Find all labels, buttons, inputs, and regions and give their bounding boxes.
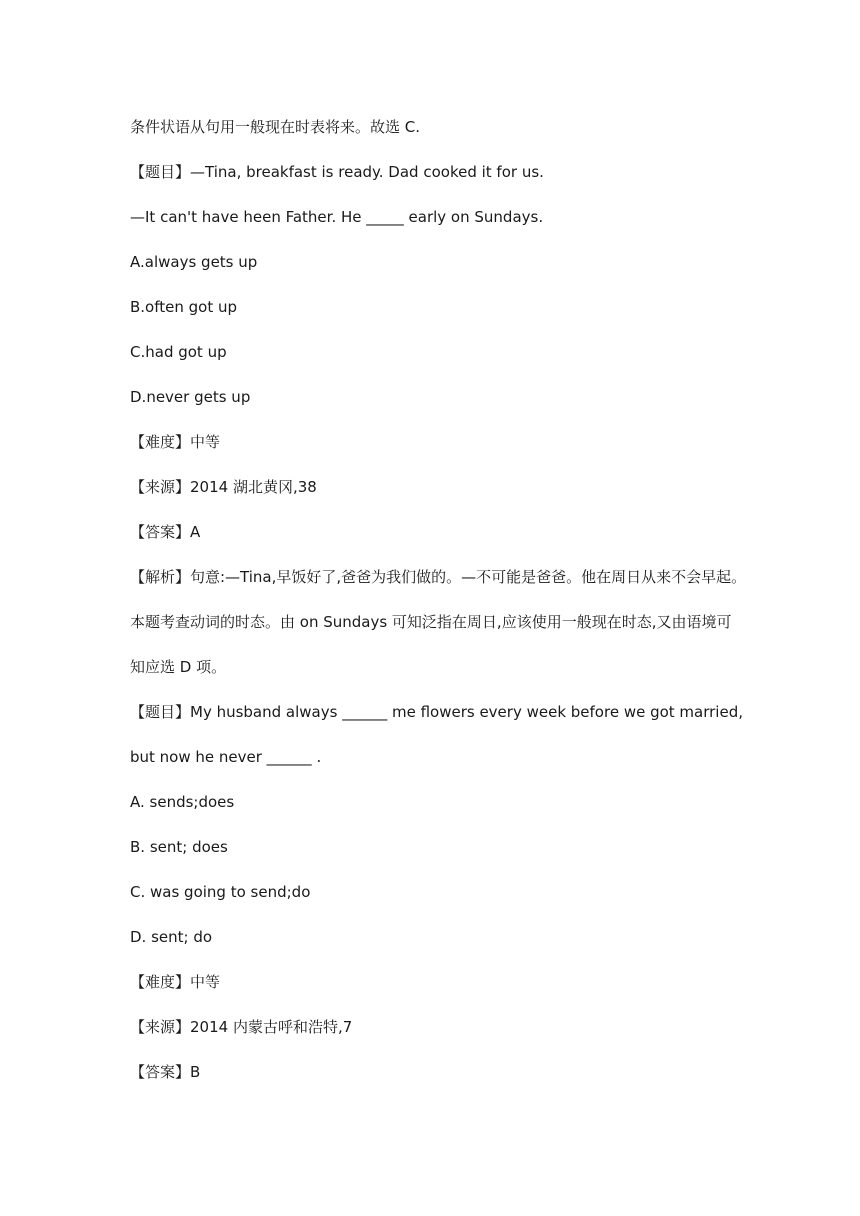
question-stem: —It can't have heen Father. He _____ early on Sundays. xyxy=(130,208,544,226)
difficulty-line: 【难度】中等 xyxy=(130,973,221,991)
question-stem: but now he never ______ . xyxy=(130,748,322,766)
explanation-line: 本题考查动词的时态。由 on Sundays 可知泛指在周日,应该使用一般现在时态,又由语境可 xyxy=(130,613,732,631)
answer-option: B. sent; does xyxy=(130,838,228,856)
text-line: 条件状语从句用一般现在时表将来。故选 C. xyxy=(130,118,421,136)
difficulty-line: 【难度】中等 xyxy=(130,433,221,451)
answer-option: B.often got up xyxy=(130,298,238,316)
explanation-line: 【解析】句意:—Tina,早饭好了,爸爸为我们做的。—不可能是爸爸。他在周日从来不会早起。 xyxy=(130,568,747,586)
answer-line: 【答案】A xyxy=(130,523,201,541)
answer-option: D.never gets up xyxy=(130,388,251,406)
answer-option: A.always gets up xyxy=(130,253,258,271)
answer-line: 【答案】B xyxy=(130,1063,201,1081)
explanation-line: 知应选 D 项。 xyxy=(130,658,227,676)
source-line: 【来源】2014 湖北黄冈,38 xyxy=(130,478,317,496)
answer-option: D. sent; do xyxy=(130,928,213,946)
answer-option: A. sends;does xyxy=(130,793,235,811)
question-stem: 【题目】—Tina, breakfast is ready. Dad cooked it for us. xyxy=(130,163,544,181)
answer-option: C. was going to send;do xyxy=(130,883,311,901)
question-stem: 【题目】My husband always ______ me flowers every week before we got married, xyxy=(130,703,743,721)
answer-option: C.had got up xyxy=(130,343,227,361)
source-line: 【来源】2014 内蒙古呼和浩特,7 xyxy=(130,1018,353,1036)
